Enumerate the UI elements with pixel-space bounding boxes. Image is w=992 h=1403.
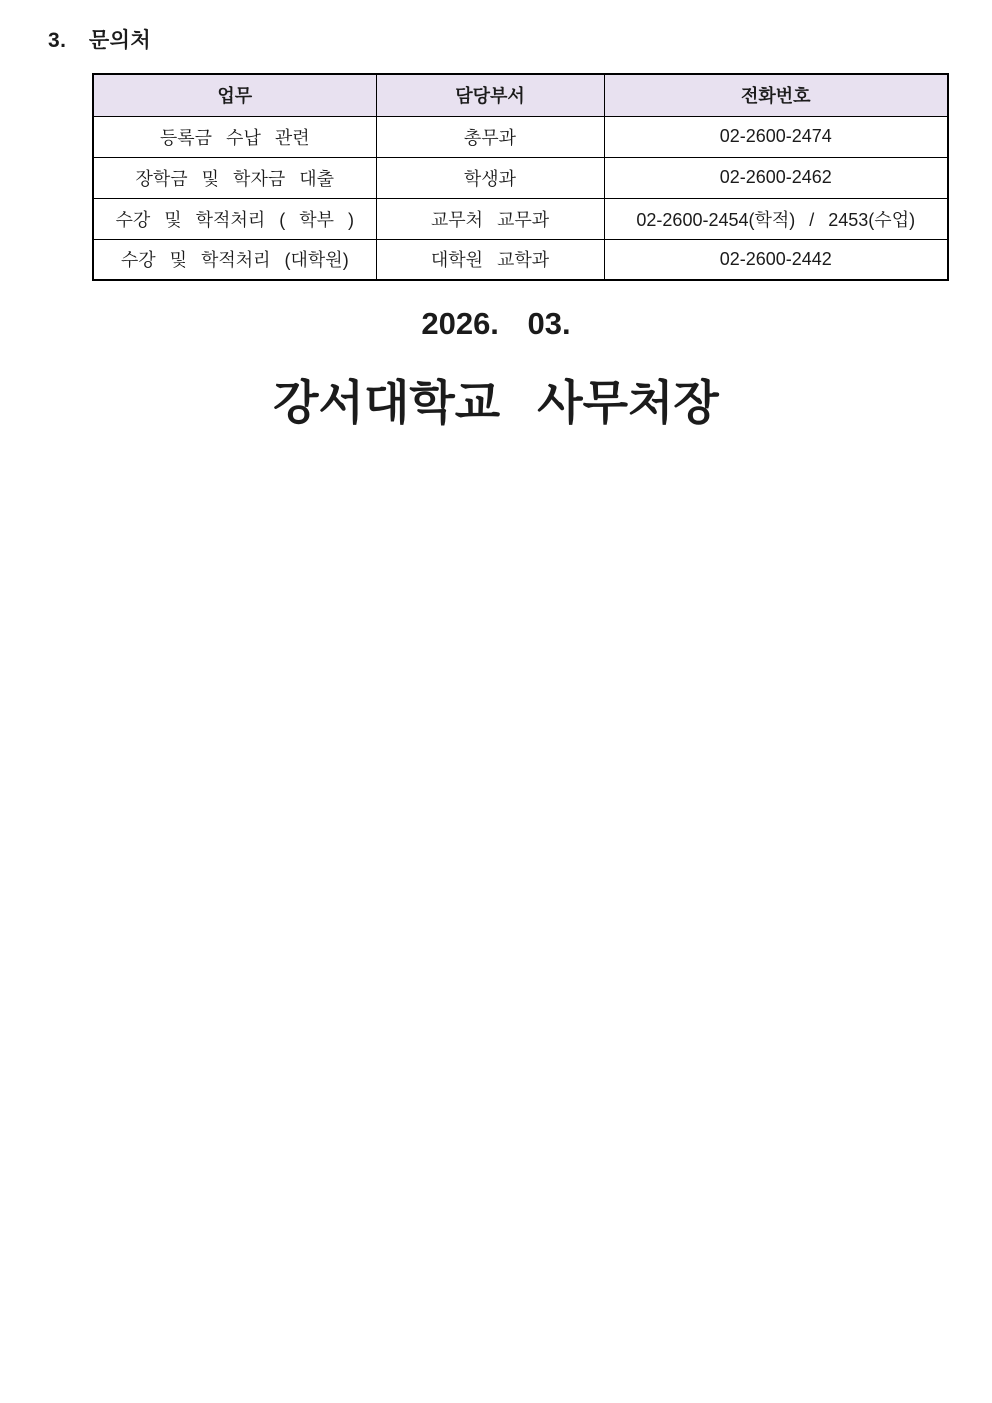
date-line: 2026. 03. xyxy=(421,306,571,341)
cell-department: 대학원 교학과 xyxy=(376,239,604,280)
table-row xyxy=(93,157,948,198)
cell-task: 등록금 수납 관련 xyxy=(93,116,376,157)
cell-phone: 02-2600-2474 xyxy=(604,116,948,157)
header-cell-phone: 전화번호 xyxy=(604,74,948,116)
cell-phone: 02-2600-2454(학적) / 2453(수업) xyxy=(604,198,948,239)
table-row xyxy=(93,116,948,157)
cell-task: 수강 및 학적처리 ( 학부 ) xyxy=(93,198,376,239)
cell-task: 수강 및 학적처리 (대학원) xyxy=(93,239,376,280)
contact-table xyxy=(92,73,949,281)
table-header-row xyxy=(93,74,948,116)
cell-phone: 02-2600-2462 xyxy=(604,157,948,198)
signature-line: 강서대학교 사무처장 xyxy=(273,376,719,429)
header-cell-department: 담당부서 xyxy=(376,74,604,116)
cell-phone: 02-2600-2442 xyxy=(604,239,948,280)
cell-department: 학생과 xyxy=(376,157,604,198)
section-heading: 3. 문의처 xyxy=(48,29,152,52)
cell-department: 교무처 교무과 xyxy=(376,198,604,239)
table-row xyxy=(93,239,948,280)
table-row xyxy=(93,198,948,239)
cell-department: 총무과 xyxy=(376,116,604,157)
cell-task: 장학금 및 학자금 대출 xyxy=(93,157,376,198)
header-cell-task: 업무 xyxy=(93,74,376,116)
